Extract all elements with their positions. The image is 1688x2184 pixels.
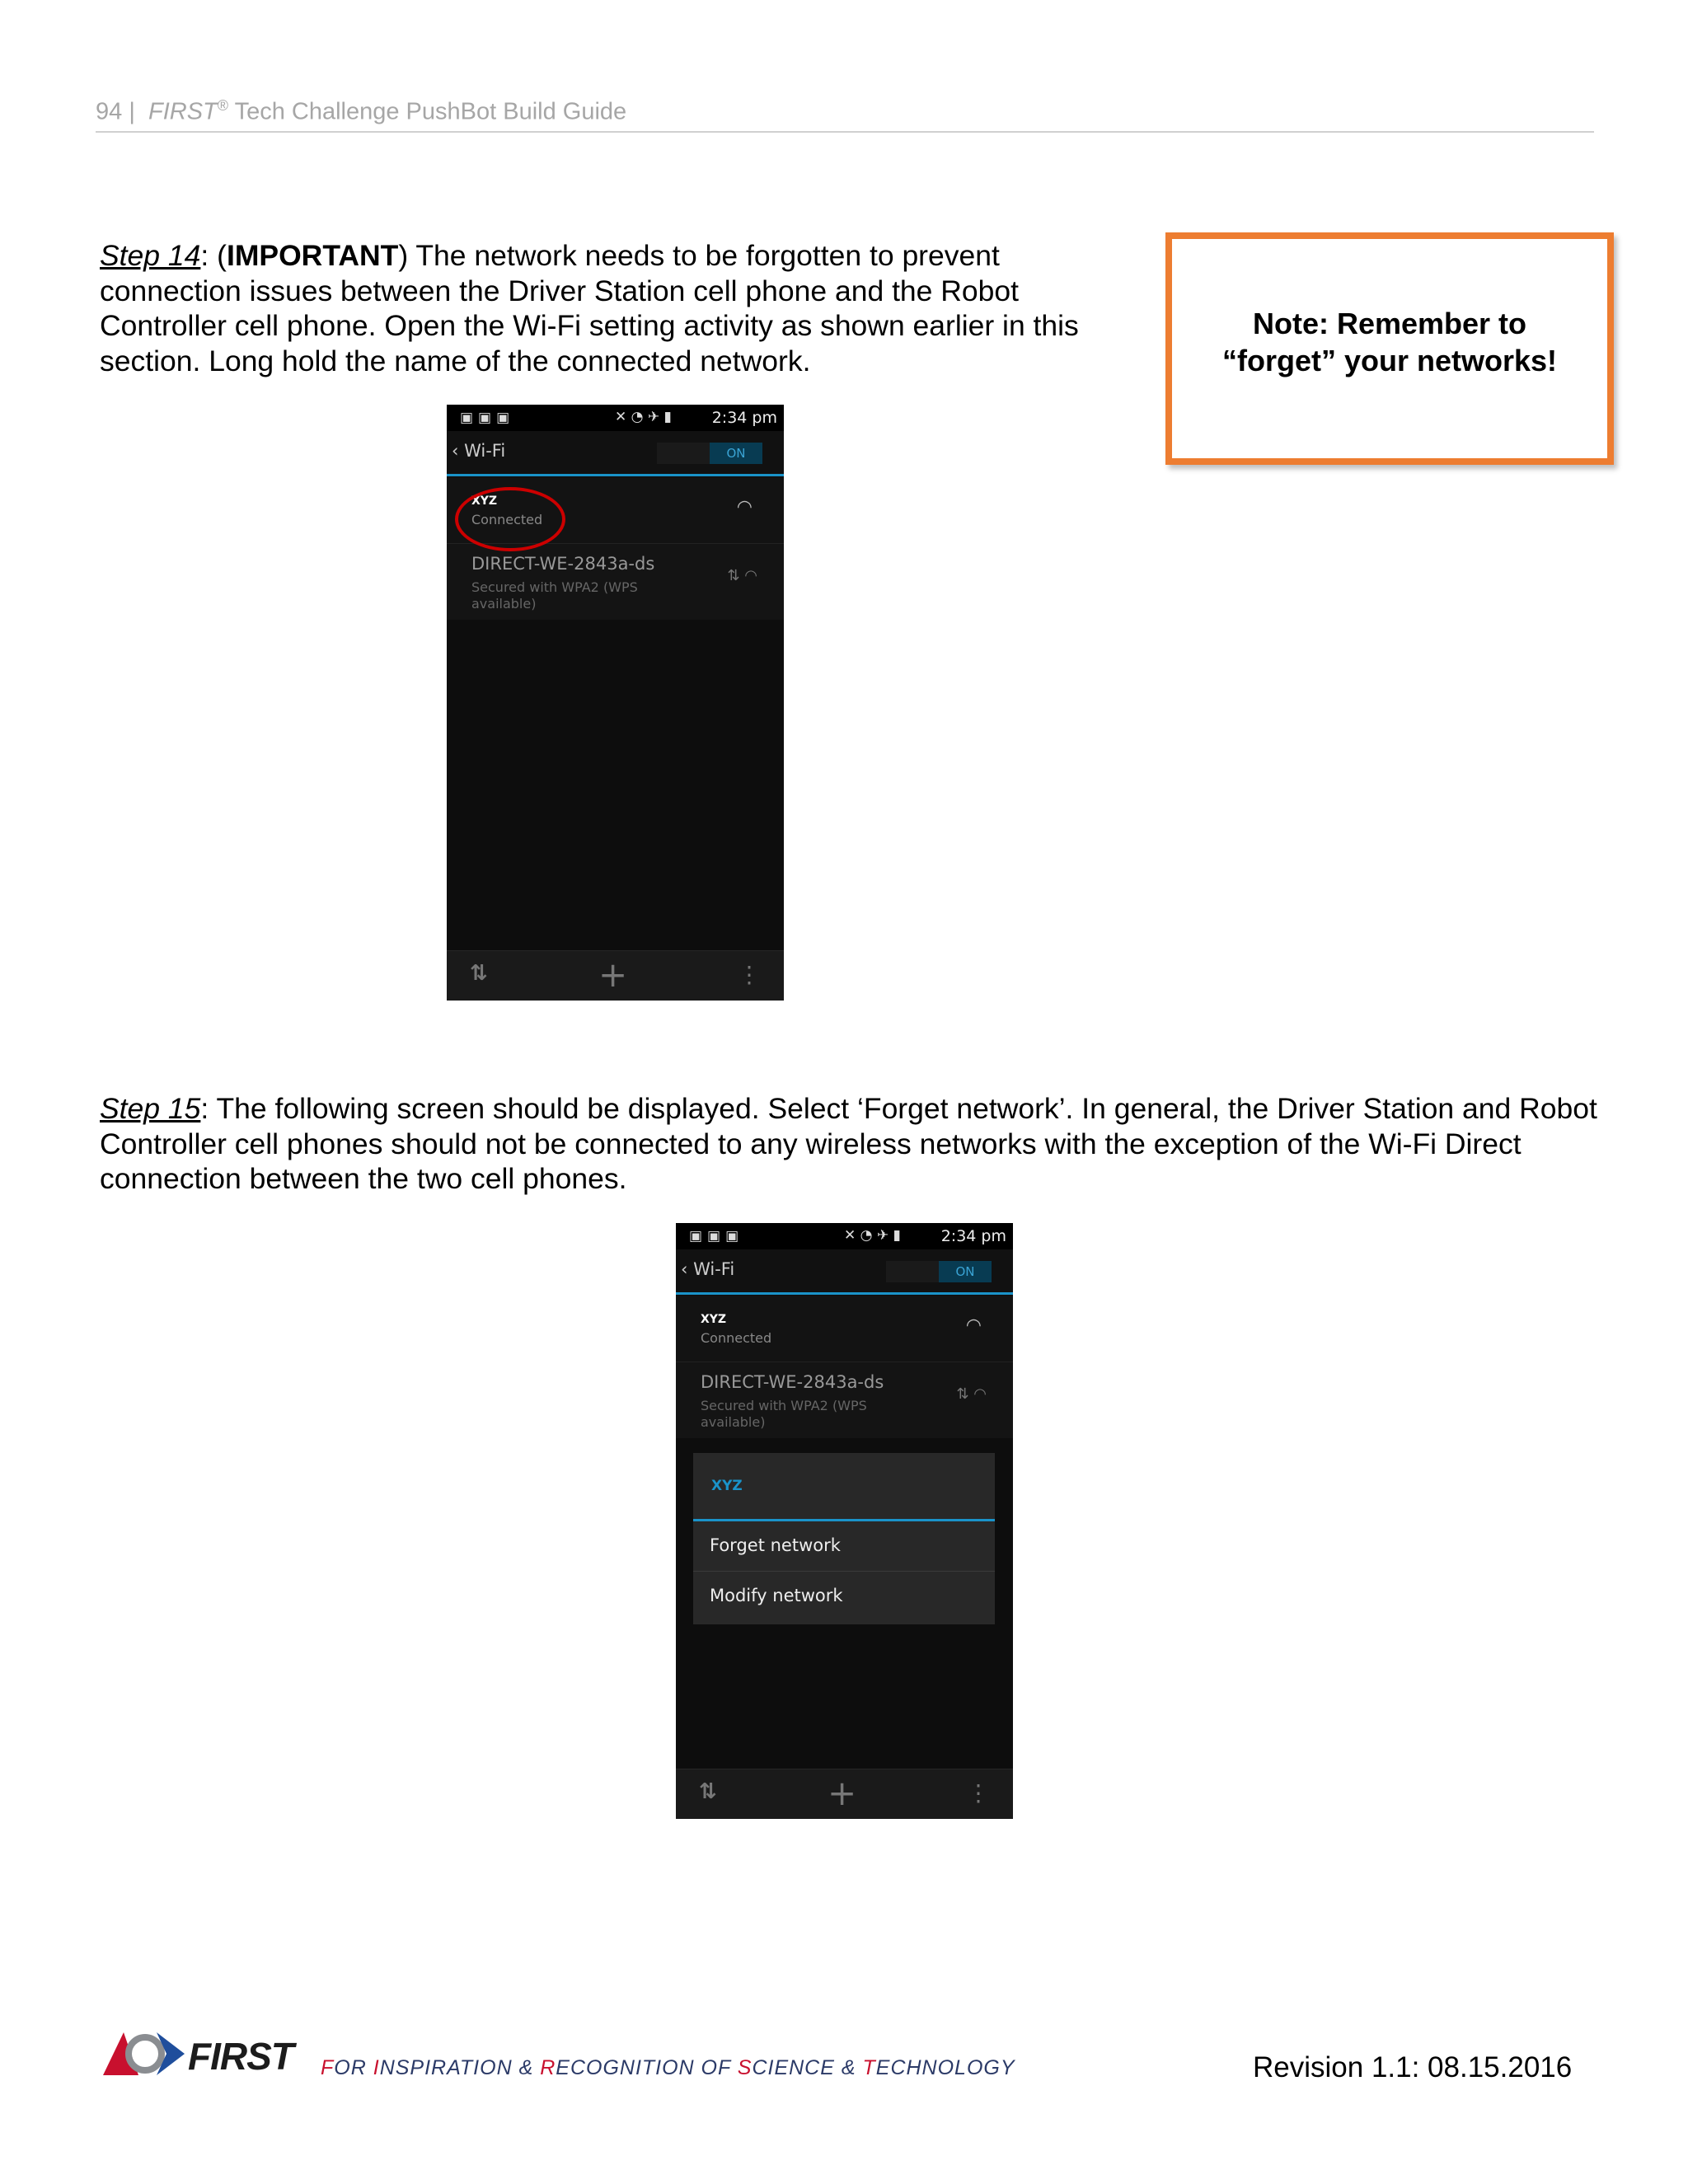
bottom-bar — [676, 1769, 1013, 1819]
back-chevron-icon[interactable]: ‹ — [452, 441, 465, 461]
wifi-title-label: Wi-Fi — [464, 441, 506, 461]
add-icon[interactable]: + — [828, 1773, 857, 1813]
logo-text: FIRST — [188, 2035, 293, 2078]
highlight-circle — [455, 487, 565, 551]
wifi-title[interactable] — [681, 1259, 734, 1279]
wps-icon[interactable]: ⇅ — [699, 1779, 717, 1804]
step-14-label: Step 14 — [100, 239, 201, 272]
network-status: Connected — [701, 1330, 772, 1346]
action-bar — [676, 1249, 1013, 1295]
overflow-menu-icon[interactable]: ⋮ — [738, 961, 761, 988]
menu-item-label: Forget network — [710, 1535, 841, 1555]
wifi-toggle-on: ON — [710, 443, 762, 464]
tagline — [321, 2056, 1015, 2080]
status-icons: ✕ ◔ ✈ ▮ — [615, 409, 672, 425]
step-15-text: : The following screen should be displayed. Select ‘Forget network’. In general, the Driver Station and Robot Controller cell phones should not be connected to any wireless networks with the exception of the Wi-Fi Direct connection between the two cell phones. — [100, 1092, 1597, 1195]
secured-wifi-icon: ⇅ ◠ — [956, 1385, 987, 1403]
document-title: Tech Challenge PushBot Build Guide — [234, 98, 627, 125]
notification-icons: ▣▣▣ — [689, 1228, 744, 1244]
note-text — [1196, 305, 1583, 379]
page-number: 94 | — [96, 98, 135, 125]
action-bar — [447, 431, 784, 476]
tagline-part: CIENCE & — [752, 2056, 863, 2079]
brand-name: FIRST — [148, 98, 218, 125]
network-item-direct[interactable] — [676, 1362, 1013, 1438]
clock: 2:34 pm — [940, 1227, 1006, 1245]
registered-mark: ® — [217, 97, 229, 114]
note-callout — [1165, 232, 1614, 465]
forget-network-menu-item[interactable] — [693, 1521, 995, 1572]
network-status: Secured with WPA2 (WPS available) — [701, 1398, 867, 1430]
wifi-title[interactable] — [452, 441, 505, 461]
network-status: Connected — [471, 512, 543, 527]
wifi-title-label: Wi-Fi — [693, 1259, 735, 1279]
tagline-part: ECOGNITION OF — [556, 2056, 738, 2079]
notification-icons: ▣▣▣ — [460, 410, 515, 426]
note-line-2: “forget” your networks! — [1221, 344, 1558, 377]
tagline-part: I — [373, 2056, 380, 2079]
tagline-part: ECHNOLOGY — [875, 2056, 1015, 2079]
revision-label: Revision 1.1: 08.15.2016 — [1253, 2051, 1573, 2083]
note-line-1: Note: Remember to — [1252, 307, 1527, 340]
secured-wifi-icon: ⇅ ◠ — [727, 567, 757, 584]
wps-icon[interactable]: ⇅ — [470, 961, 488, 986]
wifi-icon: ◠ — [736, 497, 753, 518]
clock: 2:34 pm — [711, 409, 777, 427]
wifi-icon: ◠ — [965, 1315, 982, 1336]
network-name: DIRECT-WE-2843a-ds — [471, 554, 655, 574]
status-bar — [676, 1223, 1013, 1249]
menu-item-label: Modify network — [710, 1586, 843, 1605]
header-divider — [96, 131, 1594, 133]
context-menu-header — [693, 1453, 995, 1521]
wifi-toggle[interactable] — [886, 1261, 992, 1282]
important-label: IMPORTANT — [226, 239, 399, 272]
tagline-part: T — [862, 2056, 876, 2079]
network-name: XYZ — [701, 1313, 727, 1326]
wifi-toggle-on: ON — [939, 1261, 992, 1282]
network-name: XYZ — [471, 494, 498, 508]
wifi-settings-screenshot-1 — [447, 405, 784, 1001]
first-logo-mark — [99, 2026, 190, 2083]
tagline-part: F — [321, 2056, 335, 2079]
wifi-settings-screenshot-2 — [676, 1223, 1013, 1819]
context-menu-title: XYZ — [711, 1478, 743, 1494]
network-item-direct[interactable] — [447, 544, 784, 620]
context-menu — [693, 1453, 995, 1624]
step-14-text: ) The network needs to be forgotten to prevent connection issues between the Driver Station cell phone and the Robot Controller cell phone. Open the Wi-Fi setting activity as shown earlier in this section. Long hold the name of the connected network. — [100, 239, 1079, 377]
wifi-toggle[interactable] — [657, 443, 762, 464]
overflow-menu-icon[interactable]: ⋮ — [967, 1779, 990, 1807]
step-15-paragraph — [100, 1091, 1600, 1197]
tagline-part: NSPIRATION & — [379, 2056, 541, 2079]
network-status: Secured with WPA2 (WPS available) — [471, 579, 638, 612]
add-icon[interactable]: + — [598, 954, 628, 995]
network-name: DIRECT-WE-2843a-ds — [701, 1372, 884, 1392]
first-logo — [99, 2026, 305, 2083]
tagline-part: R — [540, 2056, 556, 2079]
status-bar — [447, 405, 784, 431]
tagline-part: S — [737, 2056, 753, 2079]
bottom-bar — [447, 950, 784, 1001]
tagline-part: OR — [334, 2056, 373, 2079]
step-15-label: Step 15 — [100, 1092, 201, 1125]
step-14-punct: : ( — [200, 239, 227, 272]
modify-network-menu-item[interactable] — [693, 1572, 995, 1621]
network-item-xyz[interactable] — [676, 1296, 1013, 1362]
back-chevron-icon[interactable]: ‹ — [681, 1259, 694, 1279]
step-14-paragraph — [100, 238, 1138, 378]
page-header — [96, 97, 626, 126]
status-icons: ✕ ◔ ✈ ▮ — [844, 1227, 901, 1244]
